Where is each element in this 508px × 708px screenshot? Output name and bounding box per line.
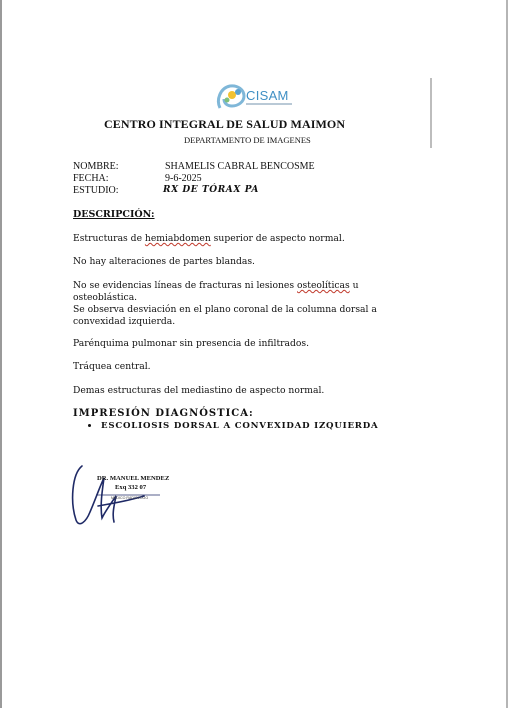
logo-tagline-bar — [246, 103, 292, 105]
doctor-registry: Exq 332 07 — [115, 484, 147, 491]
finding-paragraph-4: Se observa desviación en el plano coronal de la columna dorsal a convexidad izquierda. — [73, 304, 377, 327]
page-left-edge — [0, 0, 2, 708]
bullet-icon — [88, 424, 91, 427]
finding-paragraph-6: Tráquea central. — [73, 361, 151, 372]
date-value: 9-6-2025 — [165, 173, 202, 184]
center-title: CENTRO INTEGRAL DE SALUD MAIMON — [104, 117, 346, 131]
description-heading: DESCRIPCIÓN: — [73, 209, 155, 220]
doctor-title: MEDICO RADIOLOGO — [111, 496, 149, 500]
impression-list-item — [88, 421, 378, 431]
cisam-logo — [214, 82, 294, 112]
finding-paragraph-5: Parénquima pulmonar sin presencia de infiltrados. — [73, 338, 310, 349]
impression-item-text: ESCOLIOSIS DORSAL A CONVEXIDAD IZQUIERDA — [101, 421, 379, 431]
finding-3-text-start: No se evidencias líneas de fracturas ni lesiones — [73, 280, 297, 291]
date-label: FECHA: — [73, 173, 109, 184]
study-value: RX DE TÓRAX PA — [163, 185, 260, 195]
finding-paragraph-2: No hay alteraciones de partes blandas. — [73, 256, 255, 267]
name-value: SHAMELIS CABRAL BENCOSME — [165, 161, 315, 172]
finding-1-text-end: superior de aspecto normal. — [210, 233, 345, 244]
misspelled-word[interactable]: osteolíticas — [297, 280, 350, 291]
finding-1-text-start: Estructuras de — [73, 233, 145, 244]
margin-guide-line — [430, 78, 432, 148]
misspelled-word[interactable]: hemiabdomen — [144, 233, 211, 244]
finding-paragraph-3 — [73, 280, 413, 304]
finding-3-text-end: u osteoblástica. — [73, 280, 359, 303]
logo-emblem-icon — [214, 82, 248, 112]
finding-paragraph-1 — [73, 233, 413, 245]
study-label: ESTUDIO: — [73, 185, 119, 196]
department-title: DEPARTAMENTO DE IMAGENES — [184, 135, 311, 145]
doctor-name: DR. MANUEL MENDEZ — [97, 475, 170, 482]
finding-paragraph-7: Demas estructuras del mediastino de aspecto normal. — [73, 385, 325, 396]
impression-heading: IMPRESIÓN DIAGNÓSTICA: — [73, 408, 254, 419]
logo-text: CISAM — [246, 88, 289, 103]
name-label: NOMBRE: — [73, 161, 119, 172]
